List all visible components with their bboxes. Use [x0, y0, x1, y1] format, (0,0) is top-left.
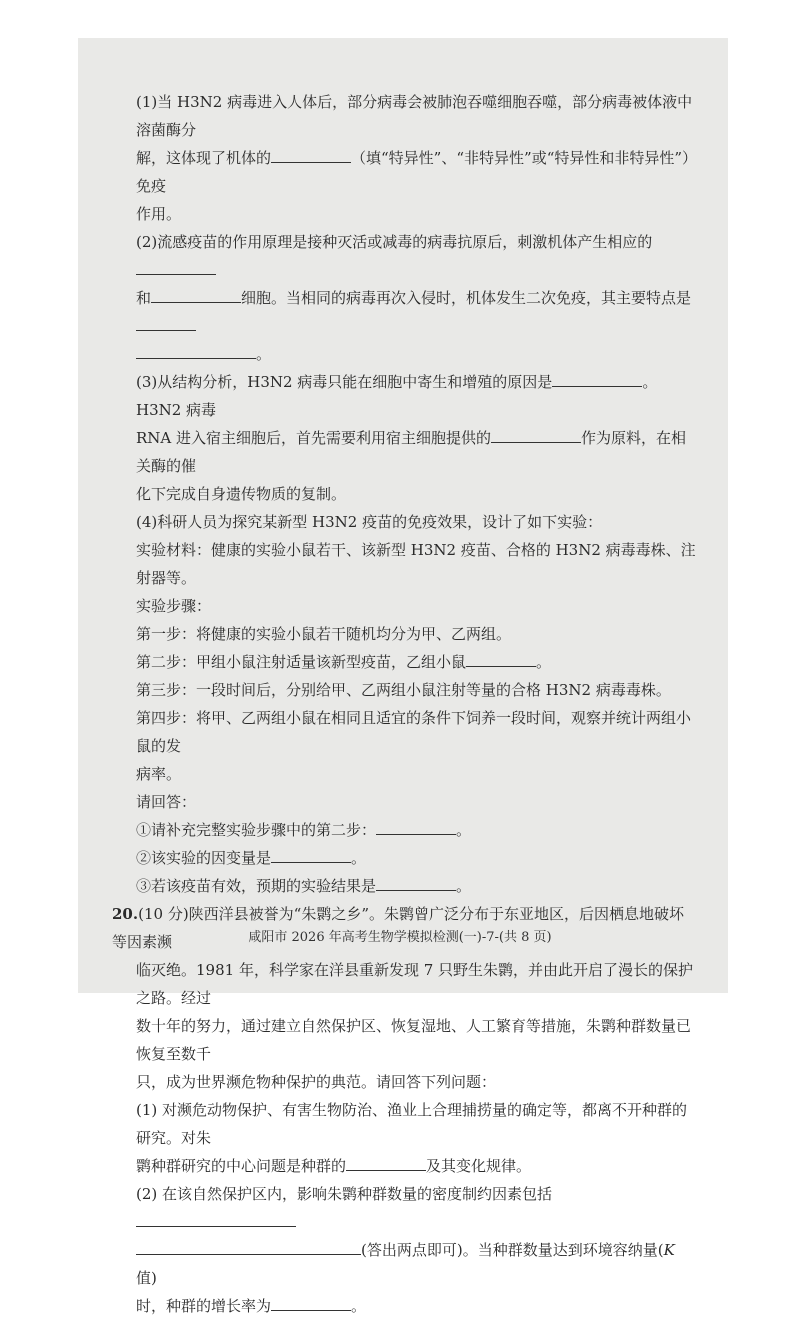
exam-content	[112, 88, 696, 1320]
text: ③若该疫苗有效，预期的实验结果是	[136, 877, 377, 895]
q19-steps-label: 实验步骤：	[136, 597, 212, 615]
answer-blank[interactable]	[271, 146, 351, 163]
q20-part1-line2	[136, 1152, 696, 1180]
q19-part1	[136, 88, 696, 228]
text: (3)从结构分析，H3N2 病毒只能在细胞中寄生和增殖的原因是	[136, 373, 553, 391]
q19-part1-line1: (1)当 H3N2 病毒进入人体后，部分病毒会被肺泡吞噬细胞吞噬，部分病毒被体液中溶菌酶分	[136, 93, 693, 139]
text: 。	[456, 877, 472, 895]
q19-part3-line1	[136, 368, 696, 424]
q20-intro-line2: 临灭绝。1981 年，科学家在洋县重新发现 7 只野生朱鹮，并由此开启了漫长的保护之路。经过	[136, 961, 694, 1007]
answer-blank[interactable]	[271, 846, 351, 863]
q20-part2-line1	[136, 1180, 696, 1236]
text: (2)流感疫苗的作用原理是接种灭活或减毒的病毒抗原后，刺激机体产生相应的	[136, 233, 653, 251]
q19-part1-line3: 作用。	[136, 205, 182, 223]
page-footer: 咸阳市 2026 年高考生物学模拟检测(一)-7-(共 8 页)	[248, 930, 552, 945]
q19-part1-line2	[136, 144, 696, 200]
text: 。	[256, 345, 272, 363]
q19-step2	[136, 648, 696, 676]
answer-blank[interactable]	[136, 258, 216, 275]
text: 。H3N2 病毒	[136, 373, 658, 419]
answer-blank[interactable]	[151, 286, 241, 303]
text: 细胞。当相同的病毒再次入侵时，机体发生二次免疫，其主要特点是	[241, 289, 692, 307]
answer-blank[interactable]	[491, 426, 581, 443]
question-number: 20.	[112, 905, 139, 923]
q19-step4-line1: 第四步：将甲、乙两组小鼠在相同且适宜的条件下饲养一段时间，观察并统计两组小鼠的发	[136, 709, 692, 755]
q20-intro-line4: 只，成为世界濒危物种保护的典范。请回答下列问题：	[136, 1073, 497, 1091]
answer-blank[interactable]	[136, 1210, 296, 1227]
q20-part2-line3	[136, 1292, 696, 1320]
q19-answer1	[136, 816, 696, 844]
text: 值)	[136, 1269, 157, 1287]
answer-blank[interactable]	[136, 1238, 361, 1255]
text: （填“特异性”、“非特异性”或“特异性和非特异性”）免疫	[136, 149, 690, 195]
text: 及其变化规律。	[426, 1157, 532, 1175]
score: (10 分)	[138, 905, 189, 923]
q19-step3: 第三步：一段时间后，分别给甲、乙两组小鼠注射等量的合格 H3N2 病毒毒株。	[136, 681, 671, 699]
q19-part3-line2	[136, 424, 696, 480]
text: 第二步：甲组小鼠注射适量该新型疫苗，乙组小鼠	[136, 653, 467, 671]
k-symbol: K	[663, 1241, 675, 1259]
q19-part3	[136, 368, 696, 508]
text: (2) 在该自然保护区内，影响朱鹮种群数量的密度制约因素包括	[136, 1185, 553, 1203]
text: 鹮种群研究的中心问题是种群的	[136, 1157, 347, 1175]
text: 。	[456, 821, 472, 839]
text: 解，这体现了机体的	[136, 149, 272, 167]
q19-ask: 请回答：	[136, 793, 197, 811]
text: 作为原料，在相关酶的催	[136, 429, 687, 475]
q19-step1: 第一步：将健康的实验小鼠若干随机均分为甲、乙两组。	[136, 625, 512, 643]
text: ②该实验的因变量是	[136, 849, 272, 867]
q20-part1-line1: (1) 对濒危动物保护、有害生物防治、渔业上合理捕捞量的确定等，都离不开种群的研究。对朱	[136, 1101, 688, 1147]
q19-part2-line1	[136, 228, 696, 284]
text: 和	[136, 289, 152, 307]
text: RNA 进入宿主细胞后，首先需要利用宿主细胞提供的	[136, 429, 492, 447]
q19-part2-line3	[136, 340, 696, 368]
text: 。	[351, 1297, 367, 1315]
answer-blank[interactable]	[376, 818, 456, 835]
q19-step4-line2: 病率。	[136, 765, 182, 783]
q19-part3-line3: 化下完成自身遗传物质的复制。	[136, 485, 347, 503]
q19-answer2	[136, 844, 696, 872]
question-20-body	[136, 956, 696, 1320]
answer-blank[interactable]	[136, 314, 196, 331]
q19-part4	[136, 508, 696, 900]
answer-blank[interactable]	[552, 370, 642, 387]
text: 。	[536, 653, 552, 671]
answer-blank[interactable]	[466, 650, 536, 667]
text: ①请补充完整实验步骤中的第二步：	[136, 821, 377, 839]
q19-answer3	[136, 872, 696, 900]
text: 时，种群的增长率为	[136, 1297, 272, 1315]
text: 。	[351, 849, 367, 867]
q19-materials: 实验材料：健康的实验小鼠若干、该新型 H3N2 疫苗、合格的 H3N2 病毒毒株、注射器等。	[136, 541, 696, 587]
answer-blank[interactable]	[376, 874, 456, 891]
q19-part4-intro: (4)科研人员为探究某新型 H3N2 疫苗的免疫效果，设计了如下实验：	[136, 513, 603, 531]
q20-part2-line2	[136, 1236, 696, 1292]
text: (答出两点即可)。当种群数量达到环境容纳量(	[361, 1241, 664, 1259]
q19-part2-line2	[136, 284, 696, 340]
text: 陕西洋县被誉为“朱鹮之乡”。朱鹮曾广泛分布于东亚地区，后因栖息地破坏等因素濒	[112, 905, 685, 951]
answer-blank[interactable]	[346, 1154, 426, 1171]
q19-part2	[136, 228, 696, 368]
answer-blank[interactable]	[271, 1294, 351, 1311]
answer-blank[interactable]	[136, 342, 256, 359]
q20-intro-line3: 数十年的努力，通过建立自然保护区、恢复湿地、人工繁育等措施，朱鹮种群数量已恢复至数千	[136, 1017, 692, 1063]
